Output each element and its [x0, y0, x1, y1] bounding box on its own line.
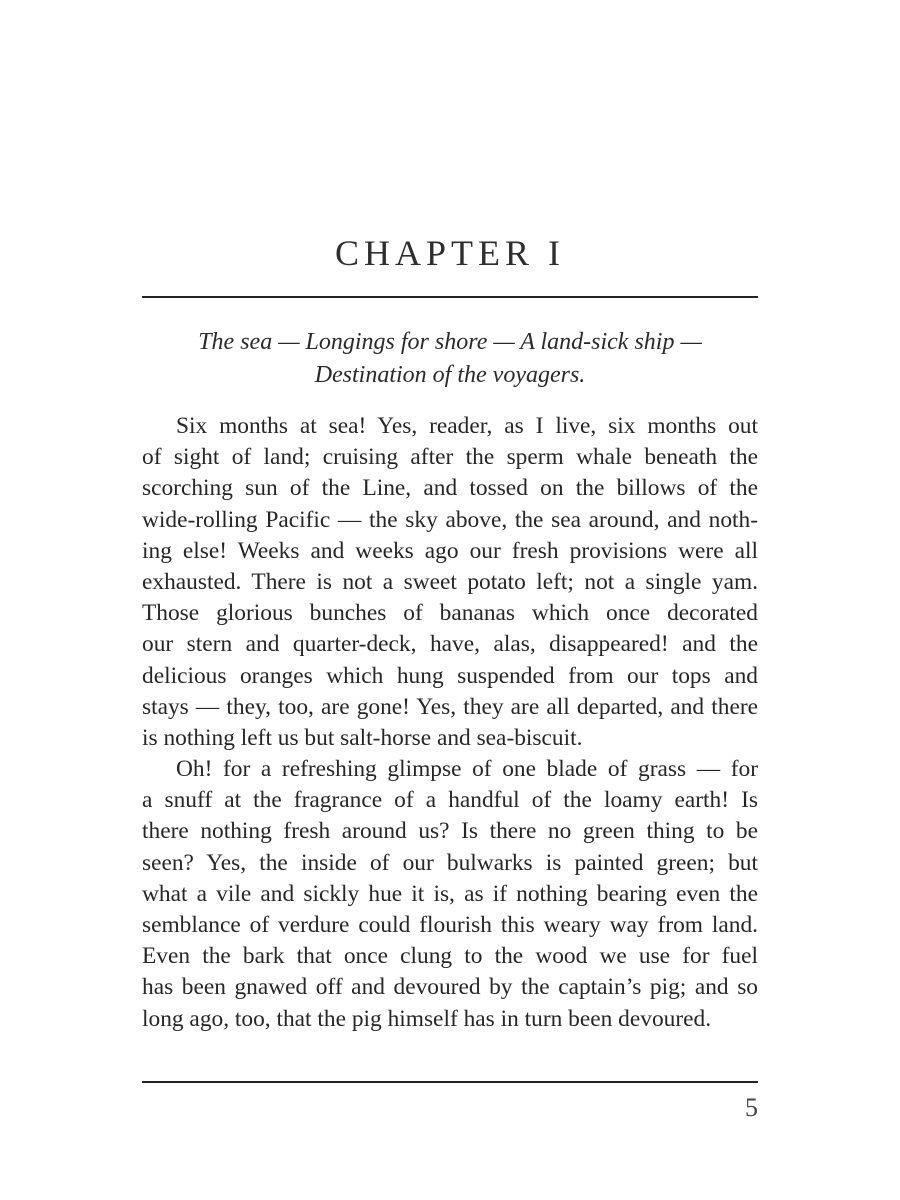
bottom-divider — [142, 1081, 758, 1083]
top-divider — [142, 296, 758, 298]
text-line: Oh! for a refreshing glimpse of one blade of grass — for — [176, 756, 758, 783]
paragraph — [142, 754, 758, 1035]
text-line: there nothing fresh around us? Is there no green thing to be — [142, 818, 758, 845]
page-number: 5 — [745, 1093, 758, 1122]
text-line: is nothing left us but salt-horse and sea-biscuit. — [142, 724, 583, 751]
summary-line: Destination of the voyagers. — [314, 362, 586, 388]
text-line: semblance of verdure could flourish this weary way from land. — [142, 912, 758, 938]
paragraph — [142, 411, 758, 754]
text-line: Even the bark that once clung to the wood we use for fuel — [142, 943, 758, 970]
text-line: wide-rolling Pacific — the sky above, the sea around, and noth- — [142, 506, 758, 533]
text-line: of sight of land; cruising after the sperm whale beneath the — [142, 444, 758, 471]
text-line: Six months at sea! Yes, reader, as I live, six months out — [176, 413, 758, 439]
text-line: exhausted. There is not a sweet potato left; not a single yam. — [142, 568, 758, 595]
chapter-title: CHAPTER I — [334, 233, 565, 273]
text-line: long ago, too, that the pig himself has in turn been devoured. — [142, 1005, 712, 1032]
text-line: has been gnawed off and devoured by the captain’s pig; and so — [142, 974, 758, 1001]
summary-line: The sea — Longings for shore — A land-sick ship — — [198, 329, 702, 355]
text-line: stays — they, too, are gone! Yes, they are all departed, and there — [142, 693, 758, 720]
text-line: delicious oranges which hung suspended from our tops and — [142, 662, 758, 689]
text-line: seen? Yes, the inside of our bulwarks is painted green; but — [142, 849, 758, 876]
text-line: Those glorious bunches of bananas which once decorated — [142, 600, 758, 627]
text-line: our stern and quarter-deck, have, alas, disappeared! and the — [142, 631, 758, 658]
text-line: ing else! Weeks and weeks ago our fresh provisions were all — [142, 537, 758, 564]
text-line: what a vile and sickly hue it is, as if nothing bearing even the — [142, 880, 758, 907]
text-line: a snuff at the fragrance of a handful of the loamy earth! Is — [142, 787, 758, 814]
chapter-summary — [142, 326, 758, 392]
text-line: scorching sun of the Line, and tossed on the billows of the — [142, 475, 758, 502]
chapter-body — [142, 411, 758, 1035]
